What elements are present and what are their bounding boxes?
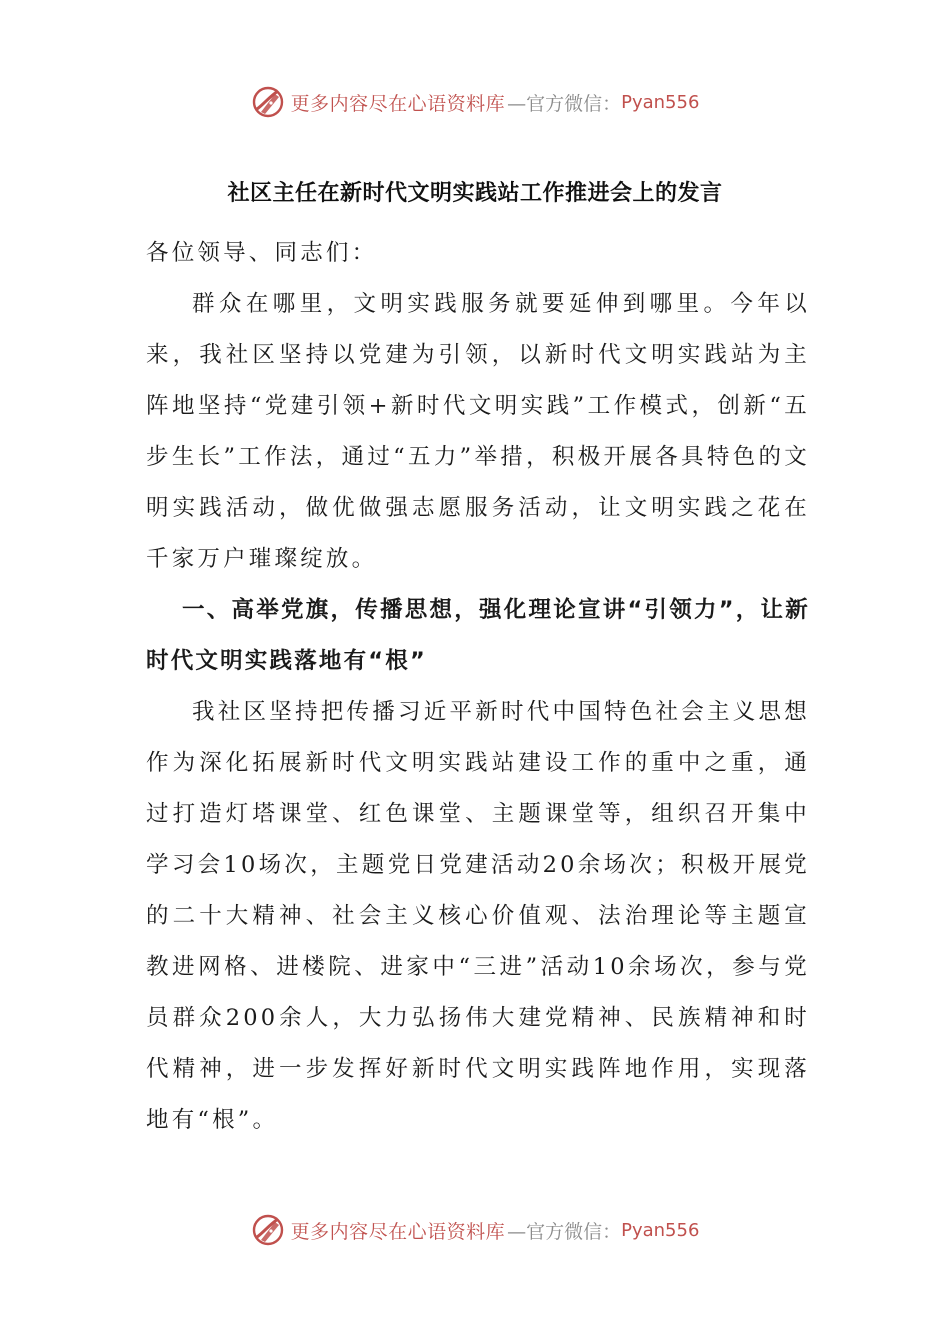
watermark-separator: —官方微信： (507, 1220, 622, 1243)
watermark-text: 更多内容尽在心语资料库 (290, 1220, 506, 1243)
salutation: 各位领导、同志们： (146, 240, 378, 266)
watermark-text: 更多内容尽在心语资料库 (290, 92, 506, 115)
document-body (146, 228, 810, 1146)
pen-nib-logo-icon (251, 85, 285, 119)
paragraph: 群众在哪里，文明实践服务就要延伸到哪里。今年以来，我社区坚持以党建为引领，以新时代文明实践站为主阵地坚持“党建引领+新时代文明实践”工作模式，创新“五步生长”工作法，通过“五力”举措，积极开展各具特色的文明实践活动，做优做强志愿服务活动，让文明实践之花在千家万户璀璨绽放。 (146, 291, 810, 572)
section-heading: 一、高举党旗，传播思想，强化理论宣讲“引领力”，让新时代文明实践落地有“根” (146, 597, 810, 674)
watermark-separator: —官方微信： (507, 92, 622, 115)
watermark-handle: Pyan556 (621, 1219, 700, 1241)
paragraph: 我社区坚持把传播习近平新时代中国特色社会主义思想作为深化拓展新时代文明实践站建设工作的重中之重，通过打造灯塔课堂、红色课堂、主题课堂等，组织召开集中学习会10场次，主题党日党建活动20余场次；积极开展党的二十大精神、社会主义核心价值观、法治理论等主题宣教进网格、进楼院、进家中“三进”活动10余场次，参与党员群众200余人，大力弘扬伟大建党精神、民族精神和时代精神，进一步发挥好新时代文明实践阵地作用，实现落地有“根”。 (146, 699, 810, 1133)
pen-nib-logo-icon (251, 1213, 285, 1247)
watermark-handle: Pyan556 (621, 91, 700, 113)
header-watermark (0, 80, 950, 124)
document-title: 社区主任在新时代文明实践站工作推进会上的发言 (227, 181, 723, 206)
footer-watermark (0, 1208, 950, 1252)
